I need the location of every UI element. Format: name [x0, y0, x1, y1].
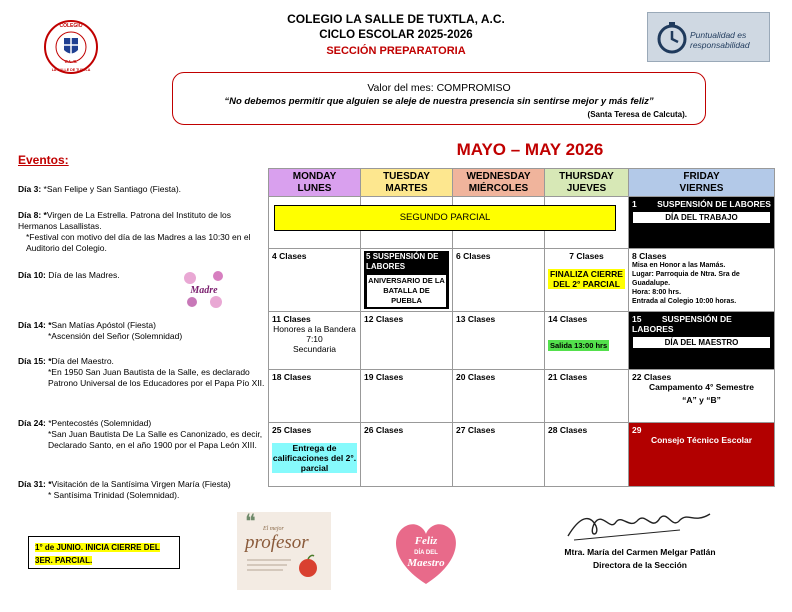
day-number: 1 [632, 199, 637, 209]
holiday-label: DÍA DEL MAESTRO [632, 336, 771, 349]
event-extra: *En 1950 San Juan Bautista de la Salle, es declarado Patrono Universal de los Educadores por el Papa Pío XII. [48, 367, 265, 388]
event-extra: *Ascensión del Señor (Solemnidad) [48, 331, 183, 341]
mothers-day-image [180, 264, 228, 312]
event-day-24 [18, 418, 268, 451]
day-cell-5 [361, 249, 453, 312]
suspension-label: SUSPENSIÓN DE LABORES [366, 252, 439, 271]
event-day: Día 10: [18, 270, 46, 280]
calendar-week-2 [269, 249, 775, 312]
event-day: Día 15: * [18, 356, 52, 366]
segundo-parcial-banner: SEGUNDO PARCIAL [274, 205, 616, 231]
suspension-label: SUSPENSIÓN DE LABORES [632, 314, 732, 334]
event-day: Día 3: [18, 184, 42, 194]
lugar-note: Lugar: Parroquia de Ntra. Sra de Guadalupe. [632, 271, 740, 287]
day-cell-15 [629, 312, 775, 370]
finaliza-cierre-label: FINALIZA CIERRE DEL 2° PARCIAL [548, 269, 625, 289]
event-day-14 [18, 320, 268, 342]
event-day-15 [18, 356, 268, 389]
month-title: MAYO – MAY 2026 [456, 140, 604, 159]
junio-note: 1° de JUNIO. INICIA CIERRE DEL 3ER. PARCIAL. [28, 536, 180, 569]
event-day: Día 31: * [18, 479, 52, 489]
value-author: (Santa Teresa de Calcuta). [587, 110, 687, 119]
day-cell-20: 20 Clases [453, 370, 545, 423]
holiday-label: ANIVERSARIO DE LA BATALLA DE PUEBLA [366, 274, 447, 308]
day-cell-11: 11 Clases Honores a la Bandera 7:10 Secundaria [269, 312, 361, 370]
header-monday: MONDAY LUNES [269, 169, 361, 197]
day-cell-19: 19 Clases [361, 370, 453, 423]
director-name: Mtra. María del Carmen Melgar Patlán [564, 547, 716, 557]
hora-note: Hora: 8:00 hrs. [632, 289, 682, 296]
teachers-day-image [386, 512, 466, 590]
profesor-small: El mejor [263, 526, 284, 532]
day-cell-4: 4 Clases [269, 249, 361, 312]
day-cell-12: 12 Clases [361, 312, 453, 370]
event-text: *San Felipe y San Santiago (Fiesta). [41, 184, 182, 194]
school-section: SECCIÓN PREPARATORIA [326, 45, 466, 57]
maestro-l1: Feliz [414, 535, 438, 547]
logo-text-top: COLEGIO [59, 23, 83, 29]
day-cell-22: 22 Clases Campamento 4° Semestre “A” y “B” [629, 370, 775, 423]
holiday-label: DÍA DEL TRABAJO [632, 211, 771, 224]
calendar-week-5 [269, 423, 775, 487]
value-quote: “No debemos permitir que alguien se aleje de nuestra presencia sin sentirse mejor y más feliz” [224, 96, 654, 107]
profesor-big: profesor [245, 532, 309, 553]
campamento-groups: “A” y “B” [682, 395, 721, 405]
event-extra: * Santísima Trinidad (Solemnidad). [48, 490, 180, 500]
event-extra: *San Juan Bautista De La Salle es Canonizado, es decir, Declarado Santo, en el año 1900 por el Papa León XIII. [48, 429, 263, 450]
day-number: 15 [632, 314, 642, 324]
event-day-10 [18, 270, 178, 281]
header-wednesday: WEDNESDAY MIÉRCOLES [453, 169, 545, 197]
event-day-31 [18, 479, 268, 501]
event-extra: *Festival con motivo del día de las Madres a las 10:30 en el Auditorio del Colegio. [26, 232, 251, 253]
value-of-month-box [172, 72, 706, 125]
day-cell-6: 6 Clases [453, 249, 545, 312]
day-number: 5 [366, 252, 371, 261]
madre-text: Madre [190, 285, 218, 296]
teacher-image [237, 512, 331, 590]
day-cell-29: 29 Consejo Técnico Escolar [629, 423, 775, 487]
maestro-l3: Maestro [407, 557, 445, 569]
event-text: San Matías Apóstol (Fiesta) [51, 320, 156, 330]
entrega-calificaciones-label: Entrega de calificaciones del 2°. parcial [272, 443, 357, 473]
campamento-note: Campamento 4° Semestre [649, 382, 754, 392]
header-thursday: THURSDAY JUEVES [545, 169, 629, 197]
event-day-3 [18, 184, 268, 195]
event-text: Visitación de la Santísima Virgen María (Fiesta) [51, 479, 231, 489]
day-cell-8: 8 Clases Misa en Honor a las Mamás. Lugar: Parroquia de Ntra. Sra de Guadalupe. Hora: 8:00 hrs. Entrada al Colegio 10:00 horas. [629, 249, 775, 312]
signature-image [560, 506, 720, 546]
day-cell-26: 26 Clases [361, 423, 453, 487]
consejo-tecnico-label: Consejo Técnico Escolar [650, 435, 753, 445]
calendar-header-row [269, 169, 775, 197]
day-cell-13: 13 Clases [453, 312, 545, 370]
salida-label: Salida 13:00 hrs [550, 341, 608, 350]
school-logo [44, 16, 98, 78]
event-day: Día 14: * [18, 320, 52, 330]
header-friday: FRIDAY VIERNES [629, 169, 775, 197]
logo-text-bottom: LA SALLE DE TUXTLA [51, 68, 91, 72]
honores-note: Honores a la Bandera 7:10 [273, 324, 356, 344]
director-role: Directora de la Sección [592, 560, 687, 570]
day-cell-21: 21 Clases [545, 370, 629, 423]
logo-text-mid: C.L.S. [64, 59, 78, 64]
honores-group: Secundaria [292, 344, 336, 354]
calendar-week-3 [269, 312, 775, 370]
school-name: COLEGIO LA SALLE DE TUXTLA, A.C. [287, 12, 505, 26]
maestro-l2: DÍA DEL [414, 550, 438, 556]
header-tuesday: TUESDAY MARTES [361, 169, 453, 197]
calendar-week-4 [269, 370, 775, 423]
day-cell-7: 7 Clases FINALIZA CIERRE DEL 2° PARCIAL [545, 249, 629, 312]
entrada-note: Entrada al Colegio 10:00 horas. [632, 298, 737, 305]
punctuality-text: Puntualidad es responsabilidad [690, 30, 750, 50]
event-text: *Pentecostés (Solemnidad) [45, 418, 152, 428]
events-title: Eventos: [18, 153, 69, 167]
day-cell-27: 27 Clases [453, 423, 545, 487]
event-day-8 [18, 210, 268, 254]
event-text: Virgen de La Estrella. Patrona del Instituto de los Hermanos Lasallistas. [18, 210, 231, 231]
misa-note: Misa en Honor a las Mamás. [632, 262, 726, 269]
day-cell-1 [629, 197, 775, 249]
value-title: Valor del mes: COMPROMISO [367, 82, 511, 94]
svg-text:❝: ❝ [245, 512, 256, 533]
clock-icon [656, 21, 688, 55]
day-cell-18: 18 Clases [269, 370, 361, 423]
day-cell-28: 28 Clases [545, 423, 629, 487]
school-cycle: CICLO ESCOLAR 2025-2026 [319, 29, 473, 41]
suspension-label: SUSPENSIÓN DE LABORES [657, 199, 771, 209]
day-cell-14: 14 Clases Salida 13:00 hrs [545, 312, 629, 370]
event-day: Día 24: [18, 418, 46, 428]
event-text: Día del Maestro. [51, 356, 114, 366]
punctuality-badge [647, 12, 770, 62]
day-cell-25: 25 Clases Entrega de calificaciones del 2°. parcial [269, 423, 361, 487]
event-day: Día 8: * [18, 210, 47, 220]
event-text: Día de las Madres. [45, 270, 120, 280]
